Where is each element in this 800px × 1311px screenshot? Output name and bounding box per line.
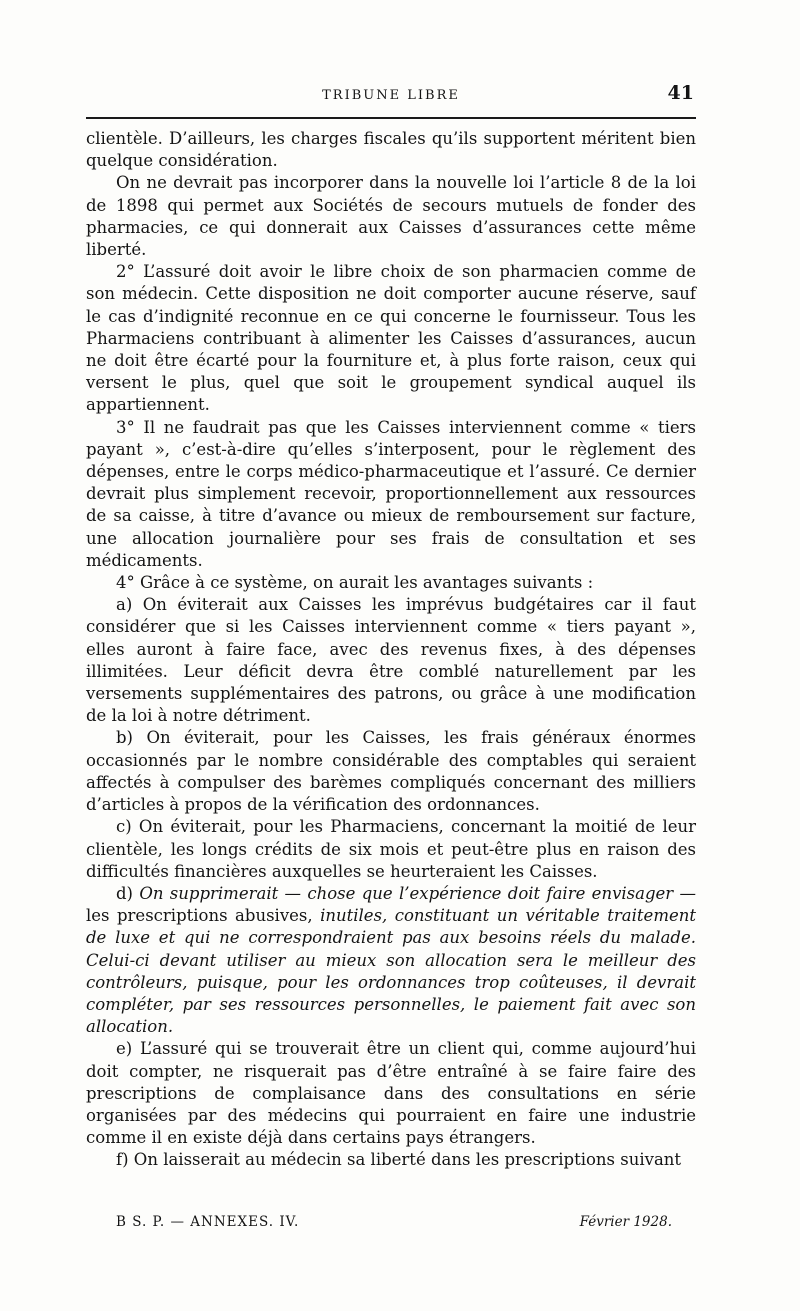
paragraph: c) On éviterait, pour les Pharmaciens, concernant la moitié de leur clientèle, les longs crédits de six mois et peut-être plus en raison des difficultés financières auxquelles se heurteraient les Caisses. [86, 817, 696, 881]
roman-text: les prescriptions abusives, [86, 906, 321, 926]
paragraph: a) On éviterait aux Caisses les imprévus budgétaires car il faut considérer que si les Caisses interviennent comme « tiers payant », elles auront à faire face, avec des revenus fixes, à des dépenses illimitées. Leur déficit devra être comblé naturellement par les versements supplémentaires des patrons, ou grâce à une modification de la loi à notre détriment. [86, 595, 696, 726]
paragraph: clientèle. D’ailleurs, les charges fiscales qu’ils supportent méritent bien quelque considération. [86, 129, 696, 171]
footer-source: B S. P. — ANNEXES. IV. [116, 1214, 300, 1230]
paragraph [86, 883, 696, 1038]
paragraph: On ne devrait pas incorporer dans la nouvelle loi l’article 8 de la loi de 1898 qui permet aux Sociétés de secours mutuels de fonder des pharmacies, ce qui donnerait aux Caisses d’assurances cette même liberté. [86, 173, 696, 260]
footer-date: Février 1928. [579, 1214, 672, 1230]
page-footer [116, 1214, 672, 1236]
running-title: TRIBUNE LIBRE [322, 88, 460, 103]
body-text [86, 128, 696, 1172]
paragraph-lead: d) [116, 883, 140, 903]
paragraph: f) On laisserait au médecin sa liberté dans les prescriptions suivant [116, 1150, 682, 1170]
page-header [86, 82, 696, 112]
paragraph: e) L’assuré qui se trouverait être un client qui, comme aujourd’hui doit compter, ne risquerait pas d’être entraîné à se faire faire des prescriptions de complaisance dans des consultations en série organisées par des médecins qui pourraient en faire une industrie comme il en existe déjà dans certains pays étrangers. [86, 1039, 696, 1148]
italic-text: inutiles, constituant un véritable traitement de luxe et qui ne correspondraient pas aux besoins réels du malade. Celui-ci devant utiliser au mieux son allocation sera le meilleur des contrôleurs, puisque, pour les ordonnances trop coûteuses, il devrait compléter, par ses ressources personnelles, le paiement fait avec son allocation. [86, 906, 696, 1037]
paragraph: b) On éviterait, pour les Caisses, les frais généraux énormes occasionnés par le nombre considérable des comptables qui seraient affectés à compulser des barèmes compliqués concernant des milliers d’articles à propos de la vérification des ordonnances. [86, 728, 696, 815]
page-number: 41 [667, 82, 694, 104]
paragraph: 4° Grâce à ce système, on aurait les avantages suivants : [116, 573, 594, 593]
paragraph: 2° L’assuré doit avoir le libre choix de son pharmacien comme de son médecin. Cette disposition ne doit comporter aucune réserve, sauf le cas d’indignité reconnue en ce qui concerne le fournisseur. Tous les Pharmaciens contribuant à alimenter les Caisses d’assurances, aucun ne doit être écarté pour la fourniture et, à plus forte raison, ceux qui versent le plus, quel que soit le groupement syndical auquel ils appartiennent. [86, 262, 696, 415]
paragraph: 3° Il ne faudrait pas que les Caisses interviennent comme « tiers payant », c’est-à-dire qu’elles s’interposent, pour le règlement des dépenses, entre le corps médico-pharmaceutique et l’assuré. Ce dernier devrait plus simplement recevoir, proportionnellement aux ressources de sa caisse, à titre d’avance ou mieux de remboursement sur facture, une allocation journalière pour ses frais de consultation et ses médicaments. [86, 417, 696, 570]
italic-text: On supprimerait — chose que l’expérience doit faire envisager — [139, 883, 696, 903]
header-rule [86, 117, 696, 119]
